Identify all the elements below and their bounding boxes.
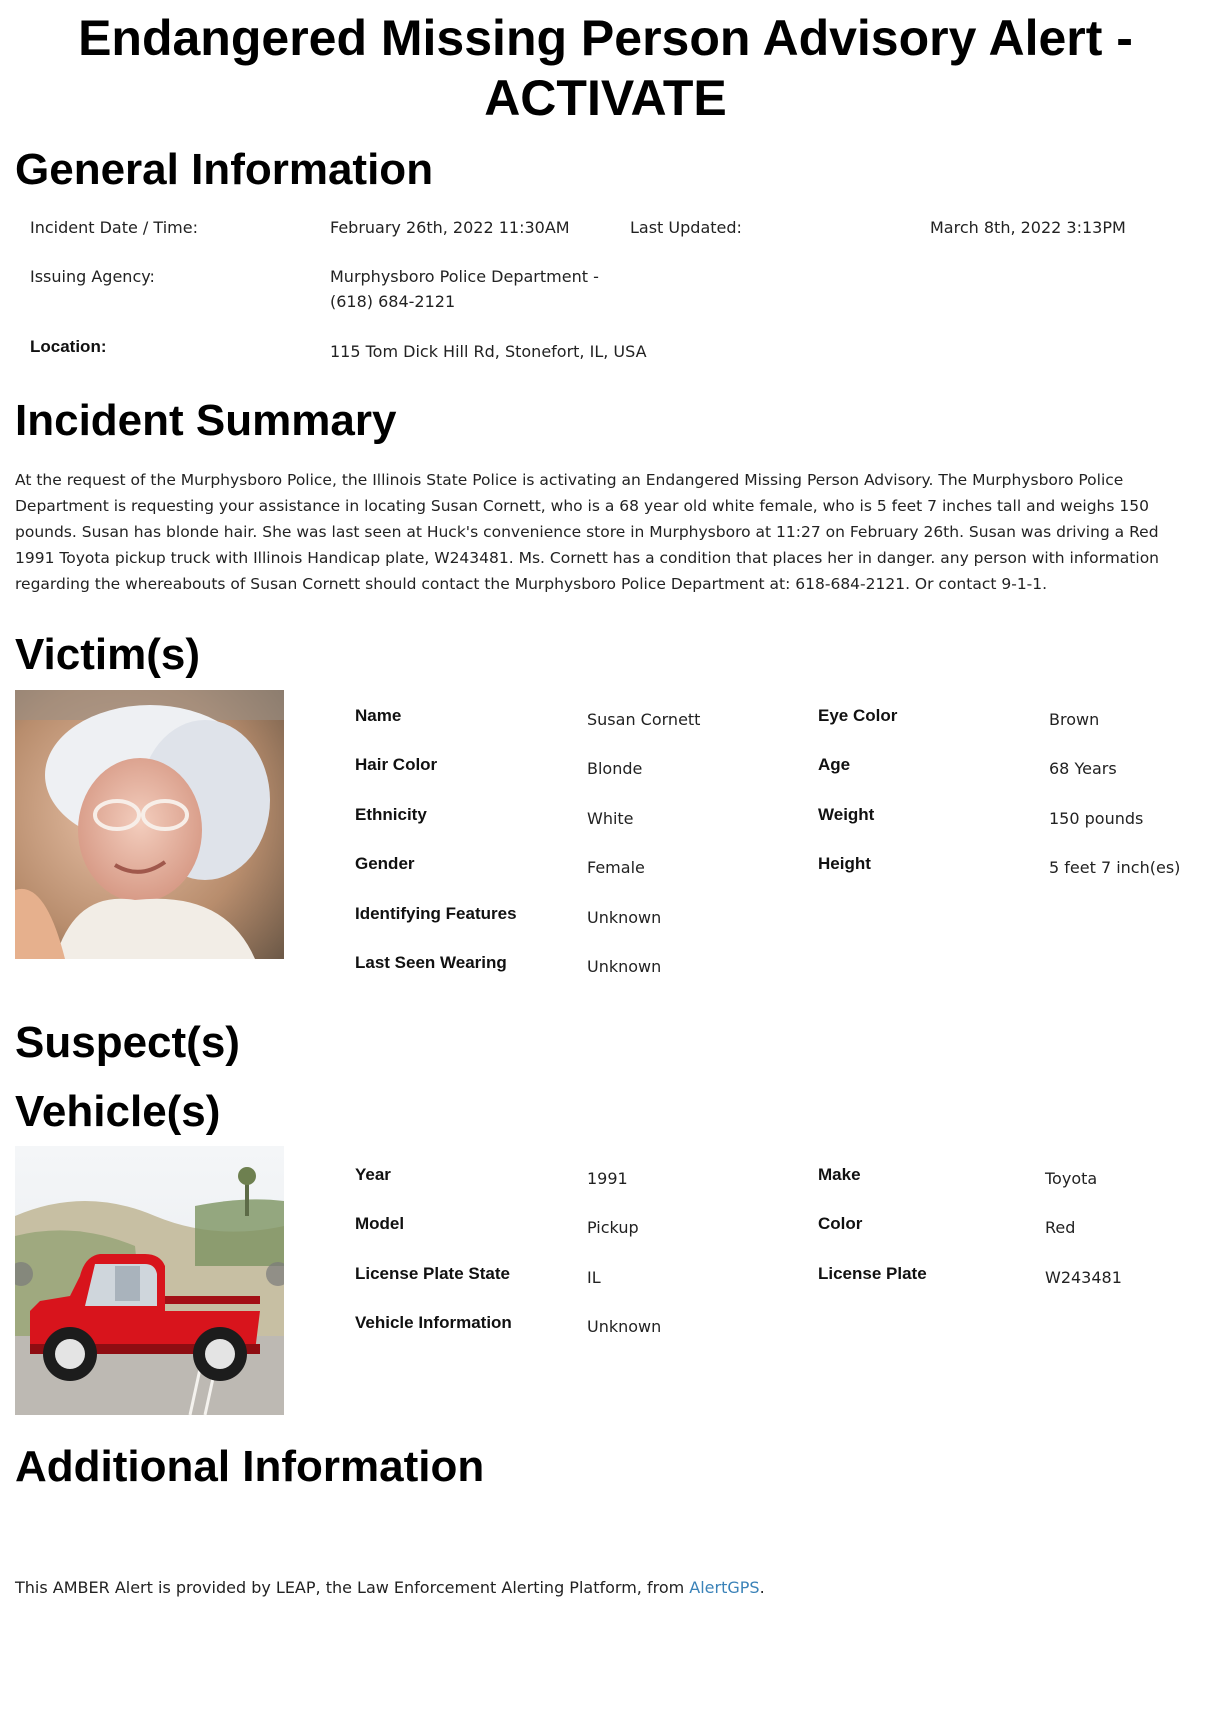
detail-label: Gender — [355, 854, 415, 874]
detail-label: Name — [355, 706, 402, 725]
detail-value: Unknown — [587, 907, 662, 927]
footer-period: . — [759, 1578, 765, 1597]
suspects-heading: Suspect(s) — [15, 1018, 240, 1067]
incident-date-value: February 26th, 2022 11:30AM — [330, 218, 570, 237]
vehicles-heading: Vehicle(s) — [15, 1087, 221, 1136]
detail-label: Model — [355, 1214, 405, 1234]
detail-value: Unknown — [587, 957, 662, 976]
detail-value: 5 feet 7 inch(es) — [1049, 858, 1181, 878]
detail-value: Brown — [1049, 710, 1100, 729]
detail-label: Vehicle Information — [355, 1313, 512, 1333]
detail-value: Female — [587, 858, 645, 878]
additional-information-heading: Additional Information — [15, 1442, 485, 1491]
page-title — [0, 8, 1211, 128]
detail-label: Weight — [818, 804, 875, 824]
detail-value: Susan Cornett — [587, 710, 701, 729]
last-updated-value: March 8th, 2022 3:13PM — [930, 218, 1126, 237]
incident-summary-text: At the request of the Murphysboro Police, the Illinois State Police is activating an Endangered Missing Person Advisory. The Murphysboro Police Department is requesting your assistance in locating Susan Cornett, who is a 68 year old white female, who is 5 feet 7 inches tall and weighs 150 pounds. Susan has blonde hair. She was last seen at Huck's convenience store in Murphysboro at 11:27 on February 26th. Susan was driving a Red 1991 Toyota pickup truck with Illinois Handicap plate, W243481. Ms. Cornett has a condition that places her in danger. any person with information regarding the whereabouts of Susan Cornett should contact the Murphysboro Police Department at: 618-684-2121. Or contact 9-1-1. — [15, 471, 1159, 593]
detail-label: Make — [818, 1165, 861, 1184]
detail-label: Hair Color — [355, 755, 438, 775]
incident-date-label: Incident Date / Time: — [30, 218, 198, 237]
detail-label: Eye Color — [818, 706, 898, 725]
detail-label: Year — [355, 1165, 391, 1184]
detail-value: Toyota — [1045, 1169, 1098, 1188]
location-value: 115 Tom Dick Hill Rd, Stonefort, IL, USA — [330, 342, 647, 361]
detail-value: Blonde — [587, 759, 643, 779]
title-line-2: ACTIVATE — [484, 70, 727, 126]
last-updated-label: Last Updated: — [630, 218, 742, 237]
detail-value: Pickup — [587, 1218, 639, 1238]
detail-value: White — [587, 808, 634, 828]
vehicle-photo — [15, 1146, 284, 1415]
detail-value: W243481 — [1045, 1267, 1122, 1287]
detail-value: 150 pounds — [1049, 808, 1144, 828]
victims-heading: Victim(s) — [15, 630, 201, 679]
detail-label: License Plate — [818, 1263, 927, 1283]
incident-summary-heading: Incident Summary — [15, 396, 397, 445]
detail-value: 1991 — [587, 1169, 628, 1188]
detail-label: Color — [818, 1214, 863, 1234]
detail-value: Red — [1045, 1218, 1076, 1238]
title-line-1: Endangered Missing Person Advisory Alert - — [78, 10, 1133, 66]
footer-note — [15, 1576, 765, 1600]
alertgps-link[interactable]: AlertGPS — [689, 1578, 760, 1597]
detail-label: Age — [818, 755, 851, 775]
detail-label: License Plate State — [355, 1263, 510, 1283]
issuing-agency-label: Issuing Agency: — [30, 267, 155, 286]
issuing-agency-value-line-1: Murphysboro Police Department - — [330, 267, 599, 286]
victim-photo — [15, 690, 284, 959]
detail-value: Unknown — [587, 1317, 662, 1337]
footer-text: This AMBER Alert is provided by LEAP, the Law Enforcement Alerting Platform, from — [15, 1578, 685, 1597]
detail-label: Identifying Features — [355, 903, 517, 923]
location-label: Location: — [30, 337, 107, 356]
detail-label: Height — [818, 854, 871, 874]
detail-value: IL — [587, 1267, 601, 1287]
detail-label: Ethnicity — [355, 804, 427, 824]
issuing-agency-value-line-2: (618) 684-2121 — [330, 292, 456, 311]
general-information-heading: General Information — [15, 145, 434, 194]
detail-value: 68 Years — [1049, 759, 1117, 779]
detail-label: Last Seen Wearing — [355, 953, 507, 972]
